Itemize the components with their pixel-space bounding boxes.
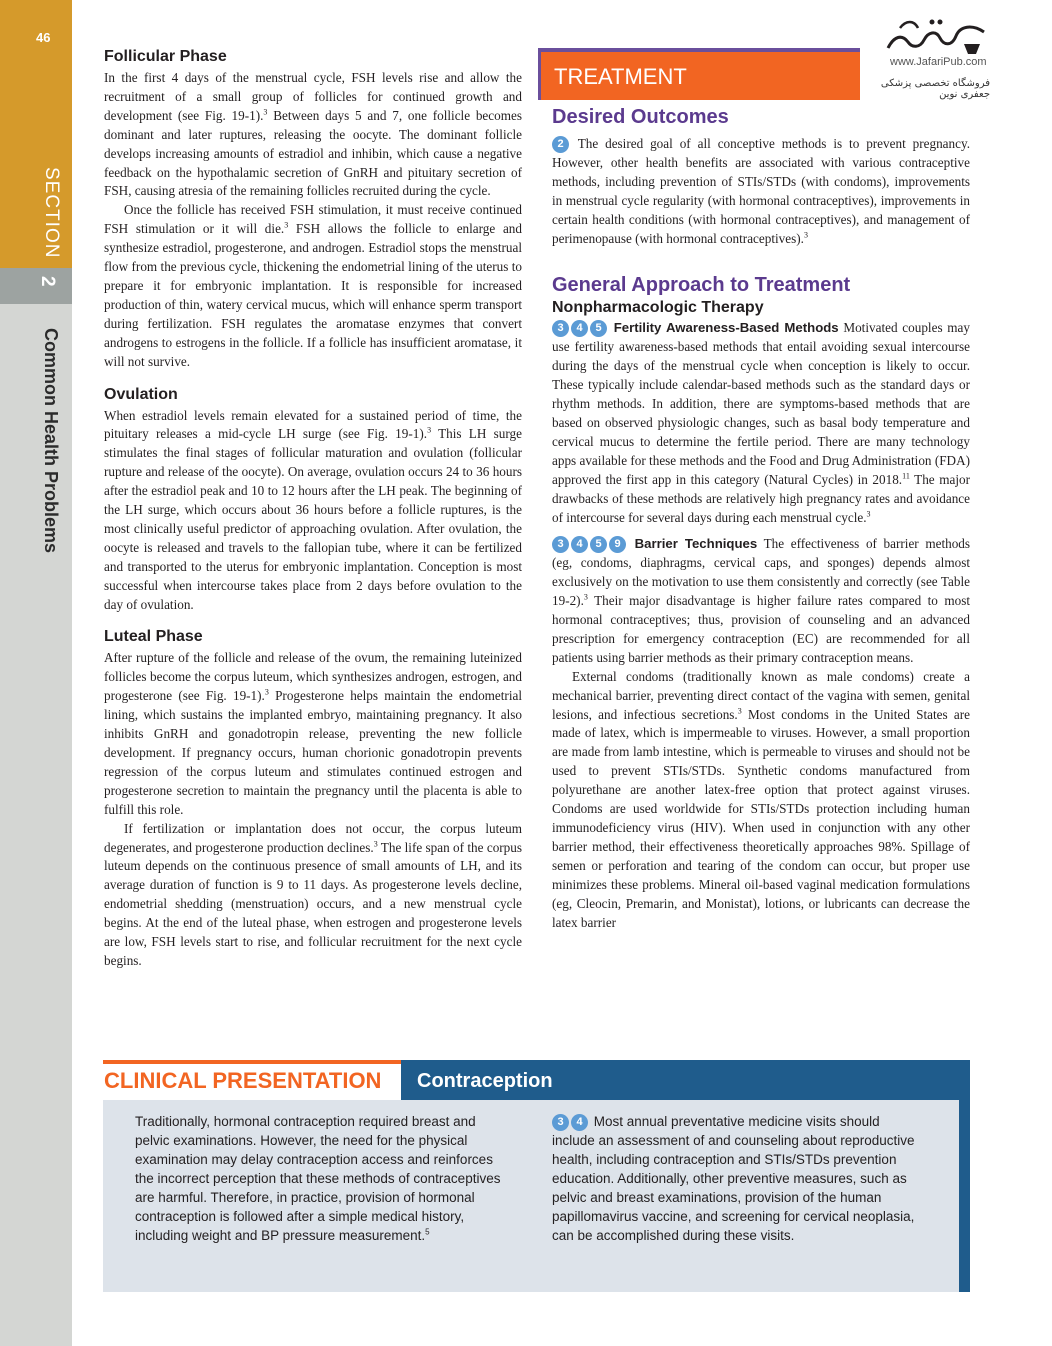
key-concept-marker: 4 bbox=[571, 320, 588, 337]
luteal-paragraph-2: If fertilization or implantation does not occur, the corpus luteum degenerates, and progesterone production declines.$^3$ The life span of the corpus luteum depends on the continuous presence of small amounts of LH, and its average duration of function is 9 to 11 days. As progesterone levels decline, endometrial shedding (menstruation) occurs, and a new menstrual cycle begins. At the end of the luteal phase, when estrogen and progesterone levels are low, FSH levels start to rise, and follicular recruitment for the next cycle begins. bbox=[104, 820, 522, 968]
fertility-awareness-paragraph: 3 4 5 Fertility Awareness-Based Methods Motivated couples may use fertility awareness-based methods that entail avoiding sexual intercourse during the days of the menstrual cycle when conception is likely to occur. These typically include calendar-based methods such as the standard days or rhythm methods. In addition, there are symptoms-based methods that are based on observed physiologic changes, such as basal body temperature and cervical mucus to determine the fertile period. There are many technology apps available for these methods and the Food and Drug Administration (FDA) approved the first app in this category (Natural Cycles) in 2018.11 The major drawbacks of these methods are relatively high pregnancy rates and avoidance of intercourse for several days during each menstrual cycle.$^3$ bbox=[552, 320, 970, 525]
barrier-techniques-lead: Barrier Techniques bbox=[634, 536, 758, 552]
follicular-paragraph-2: Once the follicle has received FSH stimulation, it must receive continued FSH stimulation or it will die.$^3$ FSH allows the follicle to enlarge and synthesize estradiol, progesterone, and androgen. Estradiol stops the menstrual flow from the previous cycle, thickening the endometrial lining of the uterus to prepare it for embryonic implantation. It is responsible for increased production of thin, watery cervical mucus, which will enhance sperm transport during fertilization. FSH regulates the aromatase enzymes that convert androgens to estrogens in the follicle. If a follicle has insufficient aromatase, it will not survive. bbox=[104, 202, 522, 369]
page-number: 46 bbox=[36, 30, 51, 45]
clinical-box-edge bbox=[959, 1100, 970, 1292]
left-column bbox=[104, 48, 522, 971]
desired-outcomes-paragraph: 2 The desired goal of all conceptive methods is to prevent pregnancy. However, other health benefits are associated with various contraceptive methods, including prevention of STIs/STDs (with condoms), improvements in menstrual cycle regularity (with hormonal contraceptives), improvements in certain health conditions (with hormonal contraceptives), and management of perimenopause (with hormonal contraceptives).$^3$ bbox=[552, 136, 971, 246]
ovulation-heading: Ovulation bbox=[104, 385, 178, 403]
key-concept-marker: 3 bbox=[552, 1114, 569, 1131]
treatment-label: TREATMENT bbox=[554, 64, 687, 89]
section-number: 2 bbox=[37, 276, 58, 287]
clinical-right-text: 3 4 Most annual preventative medicine visits should include an assessment of and counseling about reproductive health, including contraception and STIs/STDs prevention education. Additionally, other preventive measures, such as pelvic and breast examinations, provision of the human papillomavirus vaccine, and screening for cervical neoplasia, can be accomplished during these visits. bbox=[552, 1114, 915, 1243]
clinical-left-text: Traditionally, hormonal contraception required breast and pelvic examinations. However, the need for the physical examination may delay contraception access and reinforces the incorrect perception that these methods of contraceptives are harmful. Therefore, in practice, provision of hormonal contraception is followed after a simple medical history, including weight and BP pressure measurement.$^5$ bbox=[135, 1114, 501, 1243]
reference-superscript: 3 bbox=[284, 220, 289, 230]
luteal-paragraph-1: After rupture of the follicle and release of the ovum, the remaining luteinized follicles become the corpus luteum, which synthesizes androgen, estrogen, and progesterone (see Fig. 19-1).$^3$ Progesterone helps maintain the endometrial lining, which sustains the implanted embryo, maintaining pregnancy. It also inhibits GnRH and gonadotropin release, preventing the new follicle development. If pregnancy occurs, human chorionic gonadotropin prevents regression of the corpus luteum and stimulates continued estrogen and progesterone secretion to maintain the pregnancy until the placenta is able to fulfill this role. bbox=[104, 650, 523, 817]
key-concept-marker: 5 bbox=[590, 536, 607, 553]
reference-superscript: 3 bbox=[737, 706, 742, 716]
reference-superscript: 3 bbox=[866, 509, 871, 519]
key-concept-marker: 4 bbox=[571, 1114, 588, 1131]
luteal-phase-heading: Luteal Phase bbox=[104, 628, 203, 646]
reference-superscript: 3 bbox=[373, 839, 378, 849]
reference-superscript: 3 bbox=[427, 426, 432, 436]
clinical-presentation-rule bbox=[103, 1060, 401, 1064]
key-concept-marker: 4 bbox=[571, 536, 588, 553]
publisher-logo bbox=[880, 14, 992, 58]
reference-superscript: 3 bbox=[263, 107, 268, 117]
reference-superscript: 5 bbox=[425, 1227, 430, 1237]
section-label: SECTION bbox=[41, 167, 62, 259]
clinical-presentation-heading: CLINICAL PRESENTATION bbox=[104, 1068, 382, 1093]
key-concept-marker: 3 bbox=[552, 320, 569, 337]
general-approach-heading: General Approach to Treatment bbox=[552, 274, 851, 297]
right-column bbox=[552, 106, 970, 932]
publisher-caption: فروشگاه تخصصی پزشکی جعفری نوین bbox=[880, 78, 990, 100]
follicular-paragraph-1: In the first 4 days of the menstrual cycle, FSH levels rise and allow the recruitment of a small group of follicles for continued growth and development (see Fig. 19-1).$^3$ Between days 5 and 7, one follicle becomes dominant and later ruptures, releasing the oocyte. The dominant follicle develops increasing amounts of estradiol and inhibin, which cause a negative feedback on the hypothalamic secretion of GnRH and pituitary secretion of FSH, causing atresia of the remaining follicles recruited during the cycle. bbox=[104, 70, 522, 199]
reference-superscript: 3 bbox=[803, 230, 808, 240]
ovulation-paragraph: When estradiol levels remain elevated for a sustained period of time, the pituitary releases a mid-cycle LH surge (see Fig. 19-1).$^3$ This LH surge stimulates the final stages of follicular maturation and ovulation (follicular rupture and release of the oocyte). On average, ovulation occurs 24 to 36 hours after the estradiol peak and 10 to 12 hours after the LH peak. The beginning of the LH surge, which occurs about 36 hours before a follicle ruptures, is the most clinically useful predictor of approaching ovulation. After ovulation, the oocyte is released and travels to the fallopian tube, where it can be fertilized and transported to the uterus for embryonic implantation. Conception is most successful when intercourse takes place from 2 days before ovulation to the day of ovulation. bbox=[104, 407, 522, 612]
barrier-techniques-paragraph: 3 4 5 9 Barrier Techniques The effectiveness of barrier methods (eg, condoms, diaphragms, cervical caps, and sponges) depends almost exclusively on the motivation to use them consistently and correctly (see Table 19-2).$^3$ Their major disadvantage is higher failure rates compared to most hormonal contraceptives; thus, provision of counseling and an advanced prescription for emergency contraception (EC) are recommended for all patients using barrier methods as their primary contraception means. bbox=[552, 536, 971, 665]
key-concept-marker: 3 bbox=[552, 536, 569, 553]
key-concept-marker: 9 bbox=[609, 536, 626, 553]
reference-superscript: 11 bbox=[902, 471, 910, 481]
nonpharmacologic-heading: Nonpharmacologic Therapy bbox=[552, 299, 764, 317]
clinical-title: Contraception bbox=[417, 1070, 553, 1092]
external-condoms-paragraph: External condoms (traditionally known as male condoms) create a mechanical barrier, preventing direct contact of the vagina with semen, genital lesions, and infectious secretions.$^3$ Most condoms in the United States are made of latex, which is impermeable to viruses. However, a small proportion are made from lamb intestine, which is permeable to viruses and should not be used to prevent STIs/STDs. Synthetic condoms manufactured from polyurethane are another latex-free option that protect against viruses. Condoms are used worldwide for STIs/STDs protection including human immunodeficiency virus (HIV). When used in conjunction with any other barrier method, their effectiveness theoretically approaches 98%. Spillage of semen or perforation and tearing of the condom can occur, but proper use minimizes these problems. Mineral oil-based vaginal medication formulations (eg, Cleocin, Premarin, and Monistat), lotions, or lubricants can decrease the latex barrier bbox=[552, 668, 970, 930]
desired-outcomes-heading: Desired Outcomes bbox=[552, 106, 729, 128]
key-concept-marker: 2 bbox=[552, 136, 569, 153]
publisher-url: www.JafariPub.com bbox=[890, 56, 987, 68]
part-title: Common Health Problems bbox=[41, 328, 61, 554]
key-concept-marker: 5 bbox=[590, 320, 607, 337]
fertility-awareness-lead: Fertility Awareness-Based Methods bbox=[613, 320, 839, 336]
follicular-phase-heading: Follicular Phase bbox=[104, 48, 227, 65]
reference-superscript: 3 bbox=[583, 592, 588, 602]
reference-superscript: 3 bbox=[264, 687, 269, 697]
